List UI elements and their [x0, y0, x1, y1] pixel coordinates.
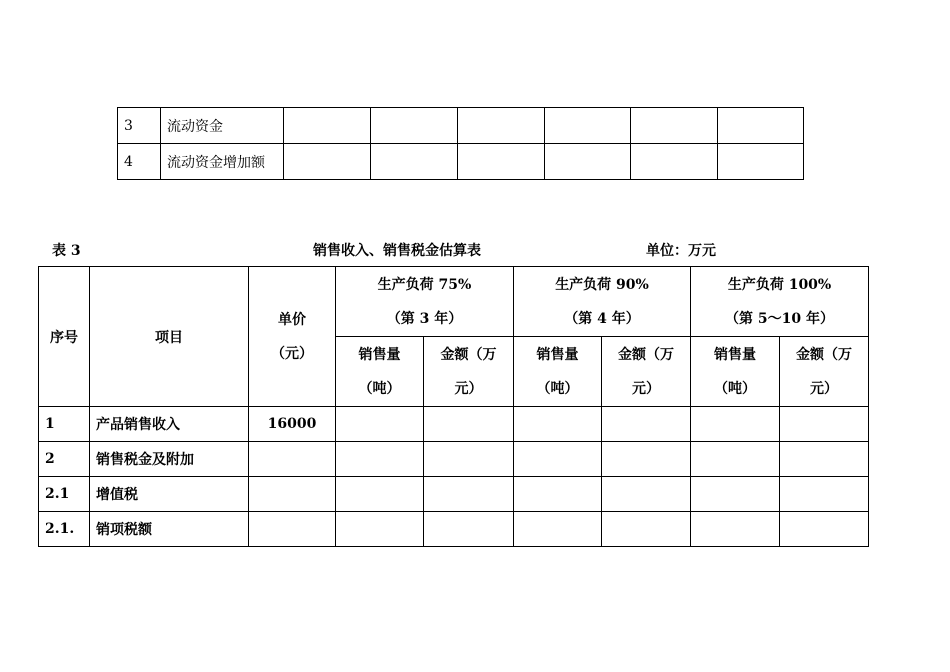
table-cell [631, 108, 718, 144]
table-cell [602, 407, 691, 442]
table-cell [424, 442, 514, 477]
header-row [39, 267, 869, 337]
header-amount [602, 337, 691, 407]
table-cell [458, 108, 545, 144]
row-item: 销项税额 [90, 512, 249, 547]
header-amount [780, 337, 869, 407]
table-cell [336, 477, 424, 512]
table-cell [631, 144, 718, 180]
table-cell [691, 512, 780, 547]
amount-label: 金额（万 [440, 346, 497, 363]
row-price: 16000 [249, 407, 336, 442]
row-number: 2.1. [39, 512, 90, 547]
year-3-label: （第 3 年） [386, 310, 463, 327]
table-row [39, 477, 869, 512]
table-cell [780, 512, 869, 547]
header-item: 项目 [90, 267, 249, 407]
header-price-line2: （元） [271, 345, 313, 362]
row-number: 1 [39, 407, 90, 442]
table-cell [691, 442, 780, 477]
table-cell [514, 442, 602, 477]
table-cell [424, 512, 514, 547]
header-load-100 [691, 267, 869, 337]
table-cell [458, 144, 545, 180]
table-title: 销售收入、销售税金估算表 [313, 243, 481, 259]
amount-label: 金额（万 [618, 346, 675, 363]
table-cell [691, 407, 780, 442]
table-cell [424, 407, 514, 442]
header-load-75 [336, 267, 514, 337]
row-item: 销售税金及附加 [90, 442, 249, 477]
table-cell [514, 512, 602, 547]
table-cell [336, 512, 424, 547]
table-row [118, 144, 804, 180]
qty-label: 销售量 [358, 346, 401, 363]
load-100-label: 生产负荷 100% [727, 276, 832, 293]
table-caption [0, 240, 950, 262]
table-cell [718, 108, 804, 144]
table-cell [284, 144, 371, 180]
table-cell [718, 144, 804, 180]
year-4-label: （第 4 年） [564, 310, 640, 327]
table-cell [780, 477, 869, 512]
qty-unit: （吨） [536, 380, 579, 397]
header-qty [691, 337, 780, 407]
row-price [249, 512, 336, 547]
header-price-line1: 单价 [278, 311, 306, 328]
qty-unit: （吨） [358, 380, 401, 397]
table-row [118, 108, 804, 144]
year-5-10-label: （第 5～10 年） [725, 310, 835, 327]
load-90-label: 生产负荷 90% [555, 276, 649, 293]
table-cell [780, 442, 869, 477]
table-cell [602, 477, 691, 512]
row-item: 流动资金 [161, 108, 284, 144]
row-price [249, 477, 336, 512]
table-cell [336, 442, 424, 477]
qty-unit: （吨） [714, 380, 757, 397]
qty-label: 销售量 [714, 346, 757, 363]
table-cell [545, 108, 631, 144]
row-number: 4 [118, 144, 161, 180]
top-table [117, 107, 804, 180]
table-cell [284, 108, 371, 144]
amount-unit: 元） [632, 380, 661, 397]
row-item: 产品销售收入 [90, 407, 249, 442]
row-number: 2.1 [39, 477, 90, 512]
header-load-90 [514, 267, 691, 337]
table-cell [371, 144, 458, 180]
header-qty [514, 337, 602, 407]
table-row [39, 442, 869, 477]
table-cell [424, 477, 514, 512]
header-amount [424, 337, 514, 407]
unit-label: 单位：万元 [646, 243, 716, 259]
table-cell [336, 407, 424, 442]
table-number: 表 3 [52, 243, 81, 259]
table-cell [371, 108, 458, 144]
row-number: 3 [118, 108, 161, 144]
table-cell [602, 512, 691, 547]
header-qty [336, 337, 424, 407]
row-number: 2 [39, 442, 90, 477]
row-item: 流动资金增加额 [161, 144, 284, 180]
table-cell [545, 144, 631, 180]
header-no: 序号 [39, 267, 90, 407]
table-cell [691, 477, 780, 512]
row-price [249, 442, 336, 477]
row-item: 增值税 [90, 477, 249, 512]
header-price [249, 267, 336, 407]
amount-unit: 元） [454, 380, 483, 397]
amount-label: 金额（万 [796, 346, 853, 363]
table-cell [514, 477, 602, 512]
qty-label: 销售量 [536, 346, 579, 363]
table-cell [602, 442, 691, 477]
table-cell [514, 407, 602, 442]
table-row [39, 407, 869, 442]
table-row [39, 512, 869, 547]
sales-tax-table [38, 266, 869, 547]
amount-unit: 元） [810, 380, 839, 397]
load-75-label: 生产负荷 75% [377, 276, 472, 293]
table-cell [780, 407, 869, 442]
